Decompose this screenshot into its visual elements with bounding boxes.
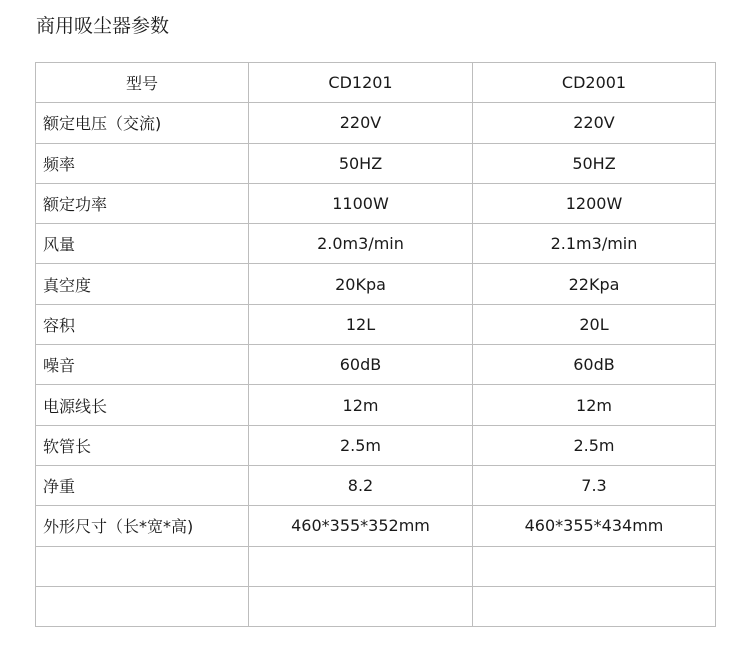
row-label: 真空度 (36, 264, 249, 304)
row-label: 外形尺寸（长*宽*高) (36, 506, 249, 546)
row-label: 容积 (36, 304, 249, 344)
table-row (36, 345, 716, 385)
row-value: 2.1m3/min (473, 224, 716, 264)
row-value (249, 546, 473, 586)
row-value: 460*355*434mm (473, 506, 716, 546)
row-value: 50HZ (249, 143, 473, 183)
row-label: 频率 (36, 143, 249, 183)
header-model-cell: CD2001 (473, 63, 716, 103)
table-row (36, 465, 716, 505)
table-row (36, 103, 716, 143)
row-value (473, 586, 716, 626)
table-row (36, 506, 716, 546)
row-value (473, 546, 716, 586)
row-value: 2.5m (473, 425, 716, 465)
table-row (36, 425, 716, 465)
table-row (36, 264, 716, 304)
page-title: 商用吸尘器参数 (36, 15, 170, 37)
row-label: 风量 (36, 224, 249, 264)
table-row (36, 304, 716, 344)
row-value: 12L (249, 304, 473, 344)
row-value: 60dB (473, 345, 716, 385)
table-header-row (36, 63, 716, 103)
header-label-cell: 型号 (36, 63, 249, 103)
table-row-empty (36, 586, 716, 626)
row-value: 20L (473, 304, 716, 344)
row-value: 2.5m (249, 425, 473, 465)
table-row (36, 143, 716, 183)
row-value: 20Kpa (249, 264, 473, 304)
row-value: 7.3 (473, 465, 716, 505)
row-value: 60dB (249, 345, 473, 385)
row-value: 8.2 (249, 465, 473, 505)
row-label: 额定电压（交流) (36, 103, 249, 143)
row-value: 1100W (249, 183, 473, 223)
row-label: 电源线长 (36, 385, 249, 425)
row-value: 220V (473, 103, 716, 143)
table-row-empty (36, 546, 716, 586)
row-value: 2.0m3/min (249, 224, 473, 264)
table-row (36, 385, 716, 425)
row-label (36, 546, 249, 586)
row-value (249, 586, 473, 626)
spec-table (35, 62, 716, 627)
table-row (36, 183, 716, 223)
table-row (36, 224, 716, 264)
row-value: 12m (249, 385, 473, 425)
row-label: 净重 (36, 465, 249, 505)
row-label: 噪音 (36, 345, 249, 385)
row-label: 软管长 (36, 425, 249, 465)
row-value: 12m (473, 385, 716, 425)
header-model-cell: CD1201 (249, 63, 473, 103)
row-value: 50HZ (473, 143, 716, 183)
row-value: 460*355*352mm (249, 506, 473, 546)
row-value: 1200W (473, 183, 716, 223)
row-value: 22Kpa (473, 264, 716, 304)
row-label: 额定功率 (36, 183, 249, 223)
row-label (36, 586, 249, 626)
row-value: 220V (249, 103, 473, 143)
